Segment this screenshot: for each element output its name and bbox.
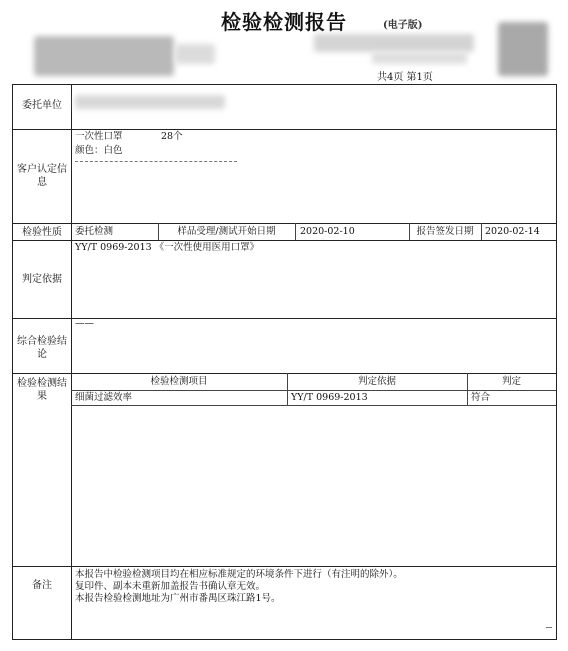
edition-label: (电子版) bbox=[383, 20, 423, 31]
redacted-header-left bbox=[175, 44, 215, 64]
receive-date-value: 2020-02-10 bbox=[300, 226, 355, 237]
conclusion-label: 综合检验结论 bbox=[17, 336, 67, 360]
result-basis: YY/T 0969-2013 bbox=[291, 392, 368, 403]
page-indicator: 共4页 第1页 bbox=[377, 72, 433, 83]
results-label: 检验检测结果 bbox=[17, 378, 67, 402]
nature-label: 检验性质 bbox=[22, 227, 62, 238]
page-corner-mark bbox=[546, 627, 552, 628]
customer-color: 颜色：白色 bbox=[75, 145, 123, 156]
remarks-line-2: 复印件、副本未重新加盖报告书确认章无效。 bbox=[75, 581, 266, 592]
conclusion-value: —— bbox=[75, 318, 94, 329]
report-title: 检验检测报告 bbox=[221, 10, 347, 34]
customer-info-divider bbox=[75, 161, 237, 162]
results-header-basis: 判定依据 bbox=[357, 376, 396, 387]
basis-value: YY/T 0969-2013 《一次性使用医用口罩》 bbox=[75, 242, 260, 253]
results-header-item: 检验检测项目 bbox=[150, 376, 208, 387]
remarks-label: 备注 bbox=[32, 580, 52, 591]
remarks-line-3: 本报告检验检测地址为广州市番禺区珠江路1号。 bbox=[75, 593, 281, 604]
basis-label: 判定依据 bbox=[22, 274, 62, 285]
result-verdict: 符合 bbox=[471, 392, 491, 403]
client-label: 委托单位 bbox=[22, 100, 62, 111]
redacted-report-number bbox=[314, 34, 474, 52]
remarks-line-1: 本报告中检验检测项目均在相应标准规定的环境条件下进行（有注明的除外）。 bbox=[75, 569, 403, 580]
customer-product: 一次性口罩 bbox=[75, 131, 123, 142]
issue-date-label: 报告签发日期 bbox=[416, 226, 474, 237]
customer-info-label: 客户认定信息 bbox=[17, 164, 67, 188]
report-form bbox=[12, 84, 557, 640]
redacted-client-name bbox=[75, 95, 225, 109]
issue-date-value: 2020-02-14 bbox=[485, 226, 540, 237]
result-item: 细菌过滤效率 bbox=[75, 392, 133, 403]
redacted-logo bbox=[34, 36, 174, 76]
redacted-header-right bbox=[372, 52, 467, 64]
nature-value: 委托检测 bbox=[75, 226, 114, 237]
redacted-qr-code bbox=[498, 22, 548, 76]
receive-date-label: 样品受理/测试开始日期 bbox=[177, 226, 276, 237]
customer-quantity: 28个 bbox=[161, 131, 183, 142]
results-header-verdict: 判定 bbox=[501, 376, 521, 387]
